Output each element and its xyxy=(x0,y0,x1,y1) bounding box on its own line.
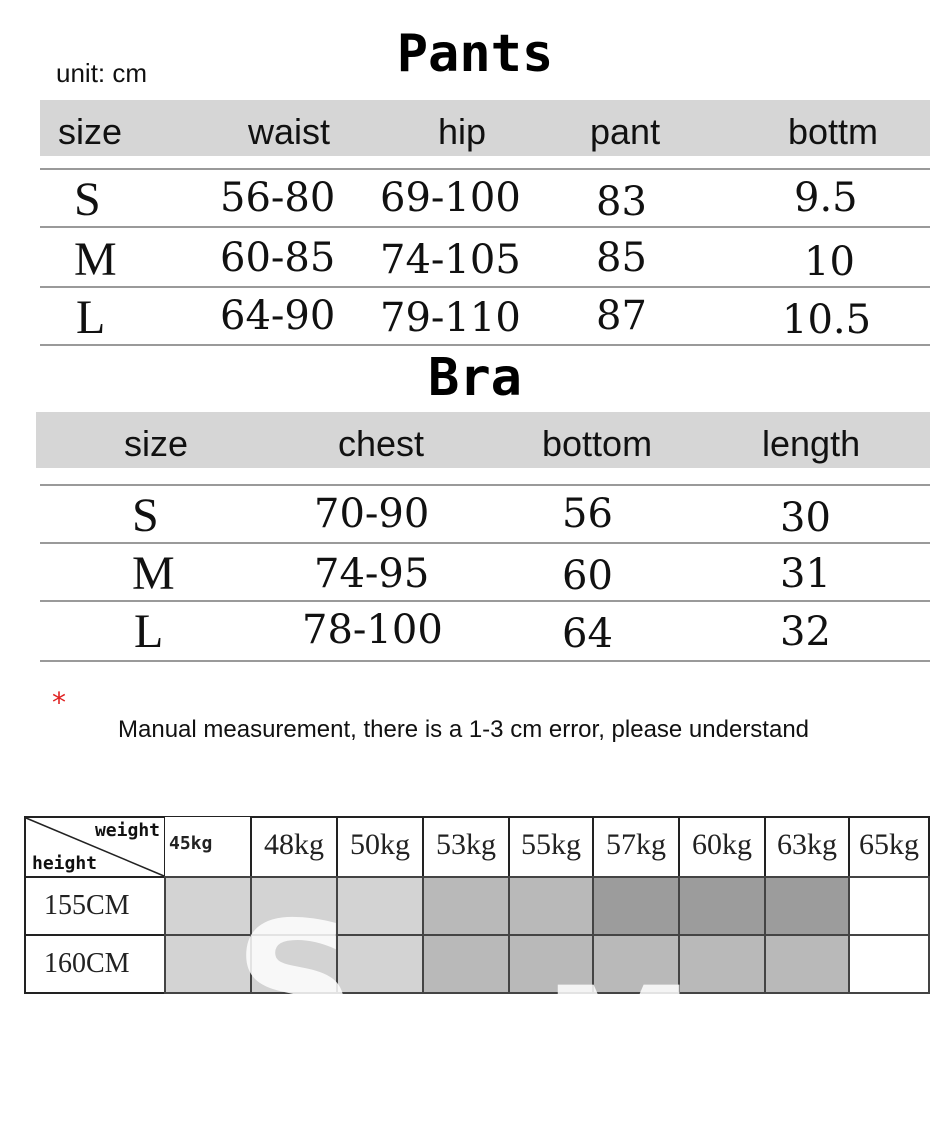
pants-rule-3 xyxy=(40,344,930,346)
grid-cell-160CM-63kg xyxy=(764,934,850,994)
grid-cell-155CM-48kg xyxy=(250,876,338,936)
pants-row-l-hip: 79-110 xyxy=(380,295,521,341)
grid-cell-160CM-60kg xyxy=(678,934,766,994)
grid-cell-155CM-57kg xyxy=(592,876,680,936)
bra-row-m-length: 31 xyxy=(780,551,831,597)
height-weight-grid xyxy=(24,816,930,1130)
grid-cell-160CM-65kg xyxy=(848,934,930,994)
grid-cell-160CM-55kg xyxy=(508,934,594,994)
bra-rule-2 xyxy=(40,600,930,602)
bra-header-bottom: bottom xyxy=(542,423,653,464)
pants-header-waist: waist xyxy=(248,111,331,152)
weight-header-60kg: 60kg xyxy=(678,816,766,878)
pants-row-s-bottm: 9.5 xyxy=(794,175,858,221)
pants-header-size: size xyxy=(58,111,123,152)
bra-rule-1 xyxy=(40,542,930,544)
grid-cell-160CM-50kg xyxy=(336,934,424,994)
bra-row-l-chest: 78-100 xyxy=(302,607,443,653)
grid-cell-155CM-45kg xyxy=(164,876,252,936)
bra-row-l-bottom: 64 xyxy=(562,611,613,657)
bra-header-chest: chest xyxy=(338,423,425,464)
bra-row-m-chest: 74-95 xyxy=(314,551,430,597)
pants-header-hip: hip xyxy=(438,111,487,152)
grid-cell-155CM-65kg xyxy=(848,876,930,936)
bra-row-m-size: M xyxy=(132,547,175,600)
pants-rule-top xyxy=(40,168,930,170)
pants-row-m-size: M xyxy=(74,233,117,286)
bra-row-m-bottom: 60 xyxy=(562,553,613,599)
corner-weight-label: weight xyxy=(94,820,160,841)
grid-cell-155CM-50kg xyxy=(336,876,424,936)
grid-cell-160CM-57kg xyxy=(592,934,680,994)
weight-header-48kg: 48kg xyxy=(250,816,338,878)
grid-cell-160CM-45kg xyxy=(164,934,252,994)
measurement-note: Manual measurement, there is a 1-3 cm error, please understand xyxy=(118,716,810,743)
pants-row-m-hip: 74-105 xyxy=(380,237,521,283)
pants-row-m-bottm: 10 xyxy=(804,239,855,285)
corner-height-label: height xyxy=(32,853,98,874)
grid-cell-155CM-55kg xyxy=(508,876,594,936)
pants-row-m-pant: 85 xyxy=(596,235,647,281)
pants-row-s-hip: 69-100 xyxy=(380,175,521,221)
pants-row-m-waist: 60-85 xyxy=(220,235,336,281)
pants-title: Pants xyxy=(396,24,554,84)
pants-header-pant: pant xyxy=(590,111,661,152)
weight-header-57kg: 57kg xyxy=(592,816,680,878)
height-label-155CM: 155CM xyxy=(24,876,166,936)
bra-row-s-bottom: 56 xyxy=(562,491,613,537)
bra-row-s-chest: 70-90 xyxy=(314,491,430,537)
pants-row-s-waist: 56-80 xyxy=(220,175,336,221)
watermark-letter-S: S xyxy=(234,886,357,1084)
bra-header-size: size xyxy=(124,423,189,464)
pants-row-l-pant: 87 xyxy=(596,293,647,339)
watermark-letter-M: M xyxy=(544,956,694,1130)
pants-row-s-pant: 83 xyxy=(596,179,647,225)
bra-header-length: length xyxy=(762,423,861,464)
bra-row-l-length: 32 xyxy=(780,609,831,655)
pants-row-l-bottm: 10.5 xyxy=(782,297,872,343)
grid-corner-cell xyxy=(24,816,166,878)
height-label-160CM: 160CM xyxy=(24,934,166,994)
pants-header-bottm: bottm xyxy=(788,111,879,152)
grid-cell-160CM-48kg xyxy=(250,934,338,994)
weight-header-45kg: 45kg xyxy=(164,816,252,878)
pants-rule-1 xyxy=(40,226,930,228)
weight-header-65kg: 65kg xyxy=(848,816,930,878)
note-asterisk: * xyxy=(52,686,66,719)
bra-rule-top xyxy=(40,484,930,486)
pants-row-l-waist: 64-90 xyxy=(220,293,336,339)
bra-row-l-size: L xyxy=(134,605,164,658)
bra-rule-3 xyxy=(40,660,930,662)
grid-cell-155CM-60kg xyxy=(678,876,766,936)
grid-cell-155CM-63kg xyxy=(764,876,850,936)
weight-header-53kg: 53kg xyxy=(422,816,510,878)
grid-cell-160CM-53kg xyxy=(422,934,510,994)
bra-row-s-length: 30 xyxy=(780,495,831,541)
pants-row-l-size: L xyxy=(76,291,106,344)
unit-label: unit: cm xyxy=(56,58,148,88)
pants-row-s-size: S xyxy=(74,173,101,226)
grid-cell-155CM-53kg xyxy=(422,876,510,936)
bra-row-s-size: S xyxy=(132,489,159,542)
weight-header-55kg: 55kg xyxy=(508,816,594,878)
weight-header-63kg: 63kg xyxy=(764,816,850,878)
bra-title: Bra xyxy=(428,348,522,408)
pants-rule-2 xyxy=(40,286,930,288)
weight-header-50kg: 50kg xyxy=(336,816,424,878)
